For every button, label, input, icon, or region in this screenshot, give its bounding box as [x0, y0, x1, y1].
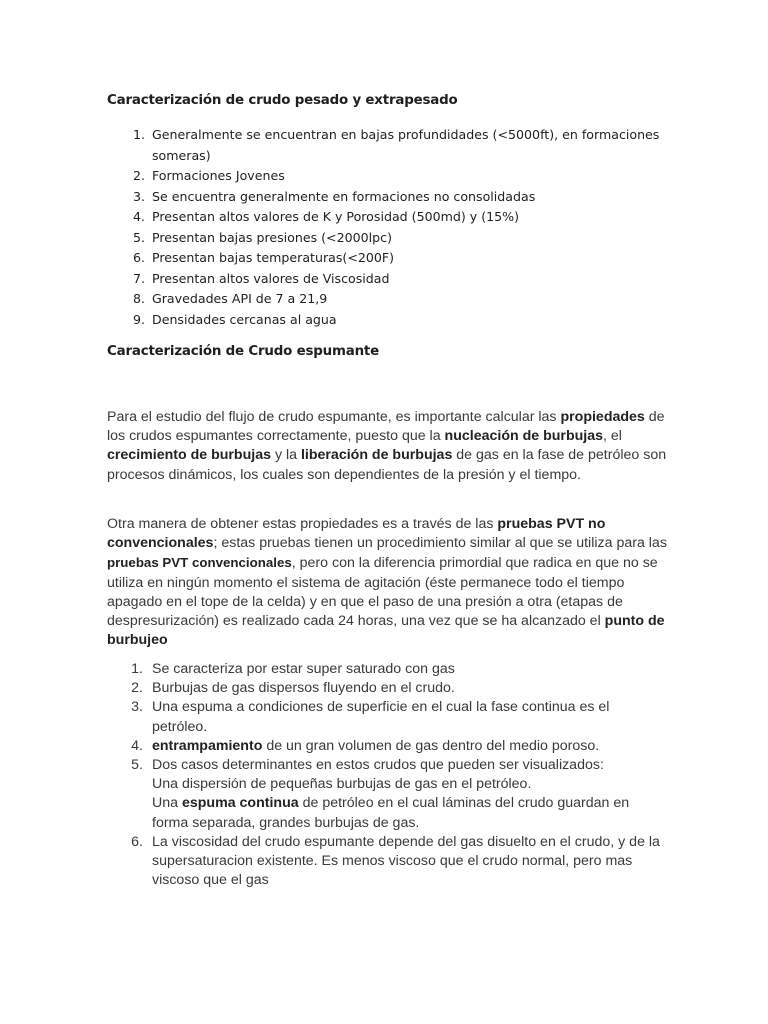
text-run: de los crudos espumantes correctamente, puesto que la	[107, 409, 665, 445]
list-number: 3.	[132, 188, 145, 204]
list-text: Gravedades API de 7 a 21,9	[152, 291, 328, 306]
bold-term: pruebas PVT no convencionales	[107, 516, 606, 552]
section1-heading: Caracterización de crudo pesado y extrapesado	[107, 93, 458, 108]
list-item	[107, 269, 667, 290]
text-run: Para el estudio del flujo de crudo espumante, es importante calcular las	[107, 409, 561, 425]
list-number: 2.	[132, 168, 145, 183]
text-run: de gas en la fase de petróleo son procesos dinámicos, los cuales son dependientes de la presión y el tiempo.	[107, 447, 667, 483]
list-text: Se encuentra generalmente en formaciones no consolidadas	[152, 188, 536, 204]
list-text: de petróleo en el cual láminas del crudo guardan en forma separada, grandes burbujas de gas.	[152, 795, 630, 831]
list-item	[107, 833, 667, 891]
list-number: 1.	[131, 661, 143, 677]
list-text: de un gran volumen de gas dentro del medio poroso.	[262, 737, 600, 754]
text-run: , pero con la diferencia primordial que radica en que no se utiliza en ningún momento el sistema de agitación (éste permanece todo el tiempo apagado en el tope de la celda) y en que el paso de una presión a otra (etapas de despresurización) es realizado cada 24 horas, una vez que se ha alcanzado el	[107, 555, 658, 630]
list-item	[107, 207, 667, 228]
foamy-crude-list	[107, 660, 667, 890]
list-text: La viscosidad del crudo espumante depende del gas disuelto en el crudo, y de la supersaturacion existente. Es menos viscoso que el crudo normal, pero mas viscoso que el gas	[152, 833, 660, 889]
bold-term: entrampamiento	[152, 737, 263, 754]
list-number: 6.	[131, 833, 143, 850]
bold-term: pruebas PVT convencionales	[107, 555, 292, 571]
bold-term: punto de burbujeo	[107, 613, 665, 649]
list-text: Presentan bajas temperaturas(<200F)	[152, 250, 395, 265]
bold-term: propiedades	[560, 409, 645, 425]
list-number: 9.	[132, 311, 145, 327]
list-text: Formaciones Jovenes	[152, 168, 285, 183]
list-number: 2.	[131, 680, 143, 697]
text-run: Otra manera de obtener estas propiedades es a través de las	[107, 516, 498, 532]
text-run: , el	[603, 428, 622, 445]
list-text: Burbujas de gas dispersos fluyendo en el crudo.	[152, 680, 455, 697]
list-text: Presentan bajas presiones (<2000lpc)	[152, 229, 392, 245]
list-number: 5.	[131, 757, 143, 774]
paragraph-foamy-crude-intro	[107, 408, 667, 485]
list-item	[107, 679, 667, 698]
list-text: Dos casos determinantes en estos crudos que pueden ser visualizados:	[152, 757, 604, 774]
list-number: 6.	[132, 250, 145, 265]
list-item	[107, 125, 667, 166]
list-number: 4.	[132, 209, 145, 224]
heavy-crude-list	[107, 125, 667, 330]
list-text: Presentan altos valores de K y Porosidad (500md) y (15%)	[152, 209, 520, 224]
list-number: 1.	[132, 127, 145, 142]
list-number: 3.	[131, 699, 143, 716]
list-number: 4.	[131, 737, 143, 754]
list-text: Presentan altos valores de Viscosidad	[152, 270, 390, 286]
bold-term: nucleación de burbujas	[444, 428, 604, 445]
list-number: 8.	[132, 291, 145, 306]
list-item	[107, 166, 667, 187]
list-item	[107, 248, 667, 269]
list-text: Generalmente se encuentran en bajas profundidades (<5000ft), en formaciones someras)	[152, 127, 660, 163]
bold-term: crecimiento de burbujas	[107, 447, 271, 464]
bold-term: liberación de burbujas	[300, 447, 453, 464]
list-text: Densidades cercanas al agua	[152, 311, 337, 327]
list-text: Una espuma a condiciones de superficie en el cual la fase continua es el petróleo.	[152, 699, 610, 735]
list-item	[107, 289, 667, 310]
list-text: Una	[152, 795, 182, 812]
list-number: 5.	[132, 229, 145, 245]
list-number: 7.	[132, 270, 145, 286]
list-item	[107, 228, 667, 249]
paragraph-pvt-tests	[107, 515, 667, 650]
bold-term: espuma continua	[181, 795, 299, 812]
list-item	[107, 187, 667, 208]
list-item	[107, 310, 667, 331]
list-item	[107, 756, 667, 833]
list-item	[107, 698, 667, 736]
list-text: Se caracteriza por estar super saturado con gas	[152, 661, 455, 677]
list-text: Una dispersión de pequeñas burbujas de gas en el petróleo.	[152, 776, 532, 793]
text-run: ; estas pruebas tienen un procedimiento similar al que se utiliza para las	[213, 535, 667, 552]
list-item	[107, 660, 667, 679]
text-run: y la	[271, 447, 301, 464]
section2-heading: Caracterización de Crudo espumante	[107, 344, 379, 359]
list-item	[107, 737, 667, 756]
